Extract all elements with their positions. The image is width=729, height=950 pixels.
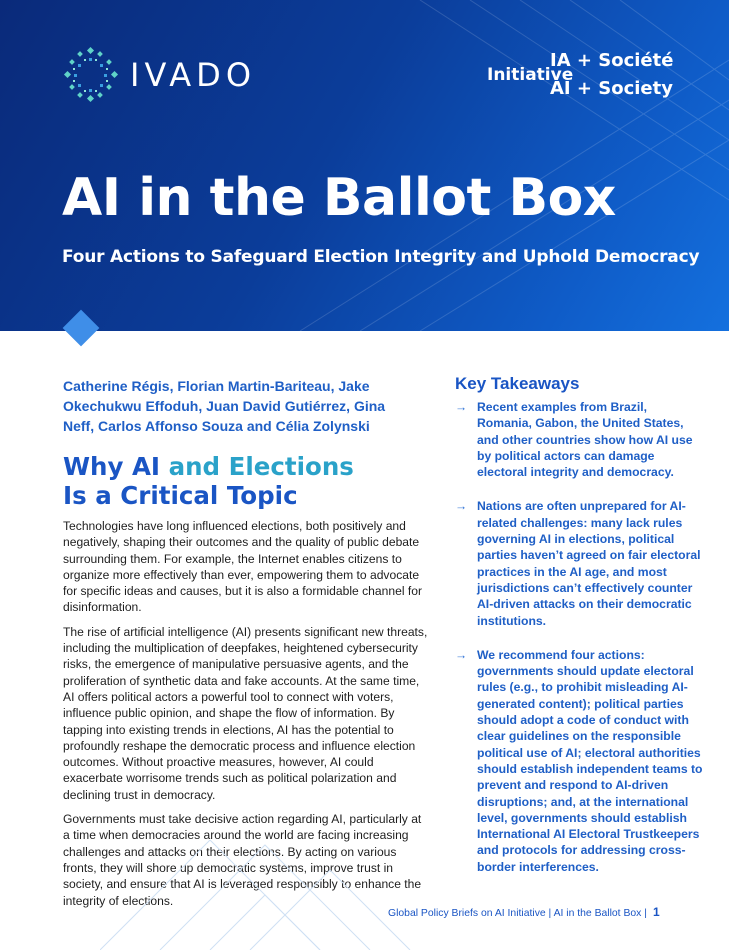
section-heading	[63, 452, 413, 510]
key-takeaways-list	[455, 399, 705, 893]
takeaway-item	[455, 498, 705, 628]
initiative-label	[487, 50, 697, 104]
page-number: 1	[652, 905, 660, 919]
initiative-word: Initiative	[487, 65, 574, 85]
document-subtitle: Four Actions to Safeguard Election Integrity and Uphold Democracy	[62, 247, 700, 267]
authors-list: Catherine Régis, Florian Martin-Bariteau, Jake Okechukwu Effoduh, Juan David Gutiérrez, Gina Neff, Carlos Affonso Souza and Célia Zolynski	[63, 378, 386, 434]
section-heading-part2: and Elections	[168, 452, 354, 481]
section-heading-part1: Why AI	[63, 452, 169, 481]
hero-banner	[0, 0, 729, 331]
body-paragraph: Governments must take decisive action regarding AI, particularly at a time when democracies around the world are facing increasing challenges and attacks on their elections. By acting on various fronts, they will shore up democratic systems, improve trust in society, and ensure that AI is leveraged responsibly to enhance the integrity of elections.	[63, 812, 422, 908]
takeaway-text: Nations are often unprepared for AI-related challenges: many lack rules governing AI in elections, political parties haven’t agreed on fair electoral practices in the AI age, and most jurisdictions can’t effectively counter AI-driven attacks on their democratic institutions.	[477, 499, 701, 628]
page-footer	[388, 905, 660, 919]
document-title: AI in the Ballot Box	[62, 168, 616, 228]
takeaway-text: Recent examples from Brazil, Romania, Gabon, the United States, and other countries show how AI use by political actors can damage electoral integrity and democracy.	[477, 400, 693, 480]
section-heading-part3: Is a Critical Topic	[63, 481, 298, 510]
body-paragraph: The rise of artificial intelligence (AI) presents significant new threats, including the multiplication of deepfakes, heightened cybersecurity risks, the emergence of manipulative persuasive agents, and the proliferation of synthetic data and fake accounts. At the same time, AI offers political actors a powerful tool to connect with voters, influence public opinion, and shape the flow of information. By tapping into existing trends in elections, AI has the potential to profoundly reshape the democratic process and influence election outcomes. Without proactive measures, however, AI could exacerbate worrisome trends such as political polarization and declining trust in democracy.	[63, 624, 428, 802]
footer-text: Global Policy Briefs on AI Initiative | AI in the Ballot Box |	[388, 908, 647, 919]
arrow-right-icon: →	[455, 499, 468, 514]
ivado-logo	[62, 46, 256, 104]
footer-line-pattern	[100, 840, 430, 950]
arrow-right-icon: →	[455, 647, 468, 662]
arrow-right-icon: →	[455, 400, 468, 414]
body-paragraph: Technologies have long influenced elections, both positively and negatively, shaping their outcomes and the quality of public debate surrounding them. For example, the Internet enables citizens to organize more effectively than ever, empowering them to advocate for specific ideas and causes, but it is also a formidable channel for disinformation.	[63, 519, 422, 615]
initiative-english: AI + Society	[550, 78, 673, 99]
takeaway-item	[455, 399, 705, 480]
takeaway-text: We recommend four actions: governments should update electoral rules (e.g., to prohibit misleading AI-generated content); political parties should adopt a code of conduct with clear guidelines on the responsible political use of AI; electoral authorities should establish independent teams to prevent and respond to AI-driven disruptions; and, at the international level, governments should establish International AI Electoral Trustkeepers and protocols for addressing cross-border interferences.	[477, 647, 703, 874]
ivado-logo-text: IVADO	[130, 56, 256, 94]
key-takeaways-heading: Key Takeaways	[455, 374, 580, 393]
initiative-french: IA + Société	[550, 50, 674, 71]
ivado-logo-mark	[62, 46, 120, 104]
takeaway-item	[455, 647, 705, 875]
